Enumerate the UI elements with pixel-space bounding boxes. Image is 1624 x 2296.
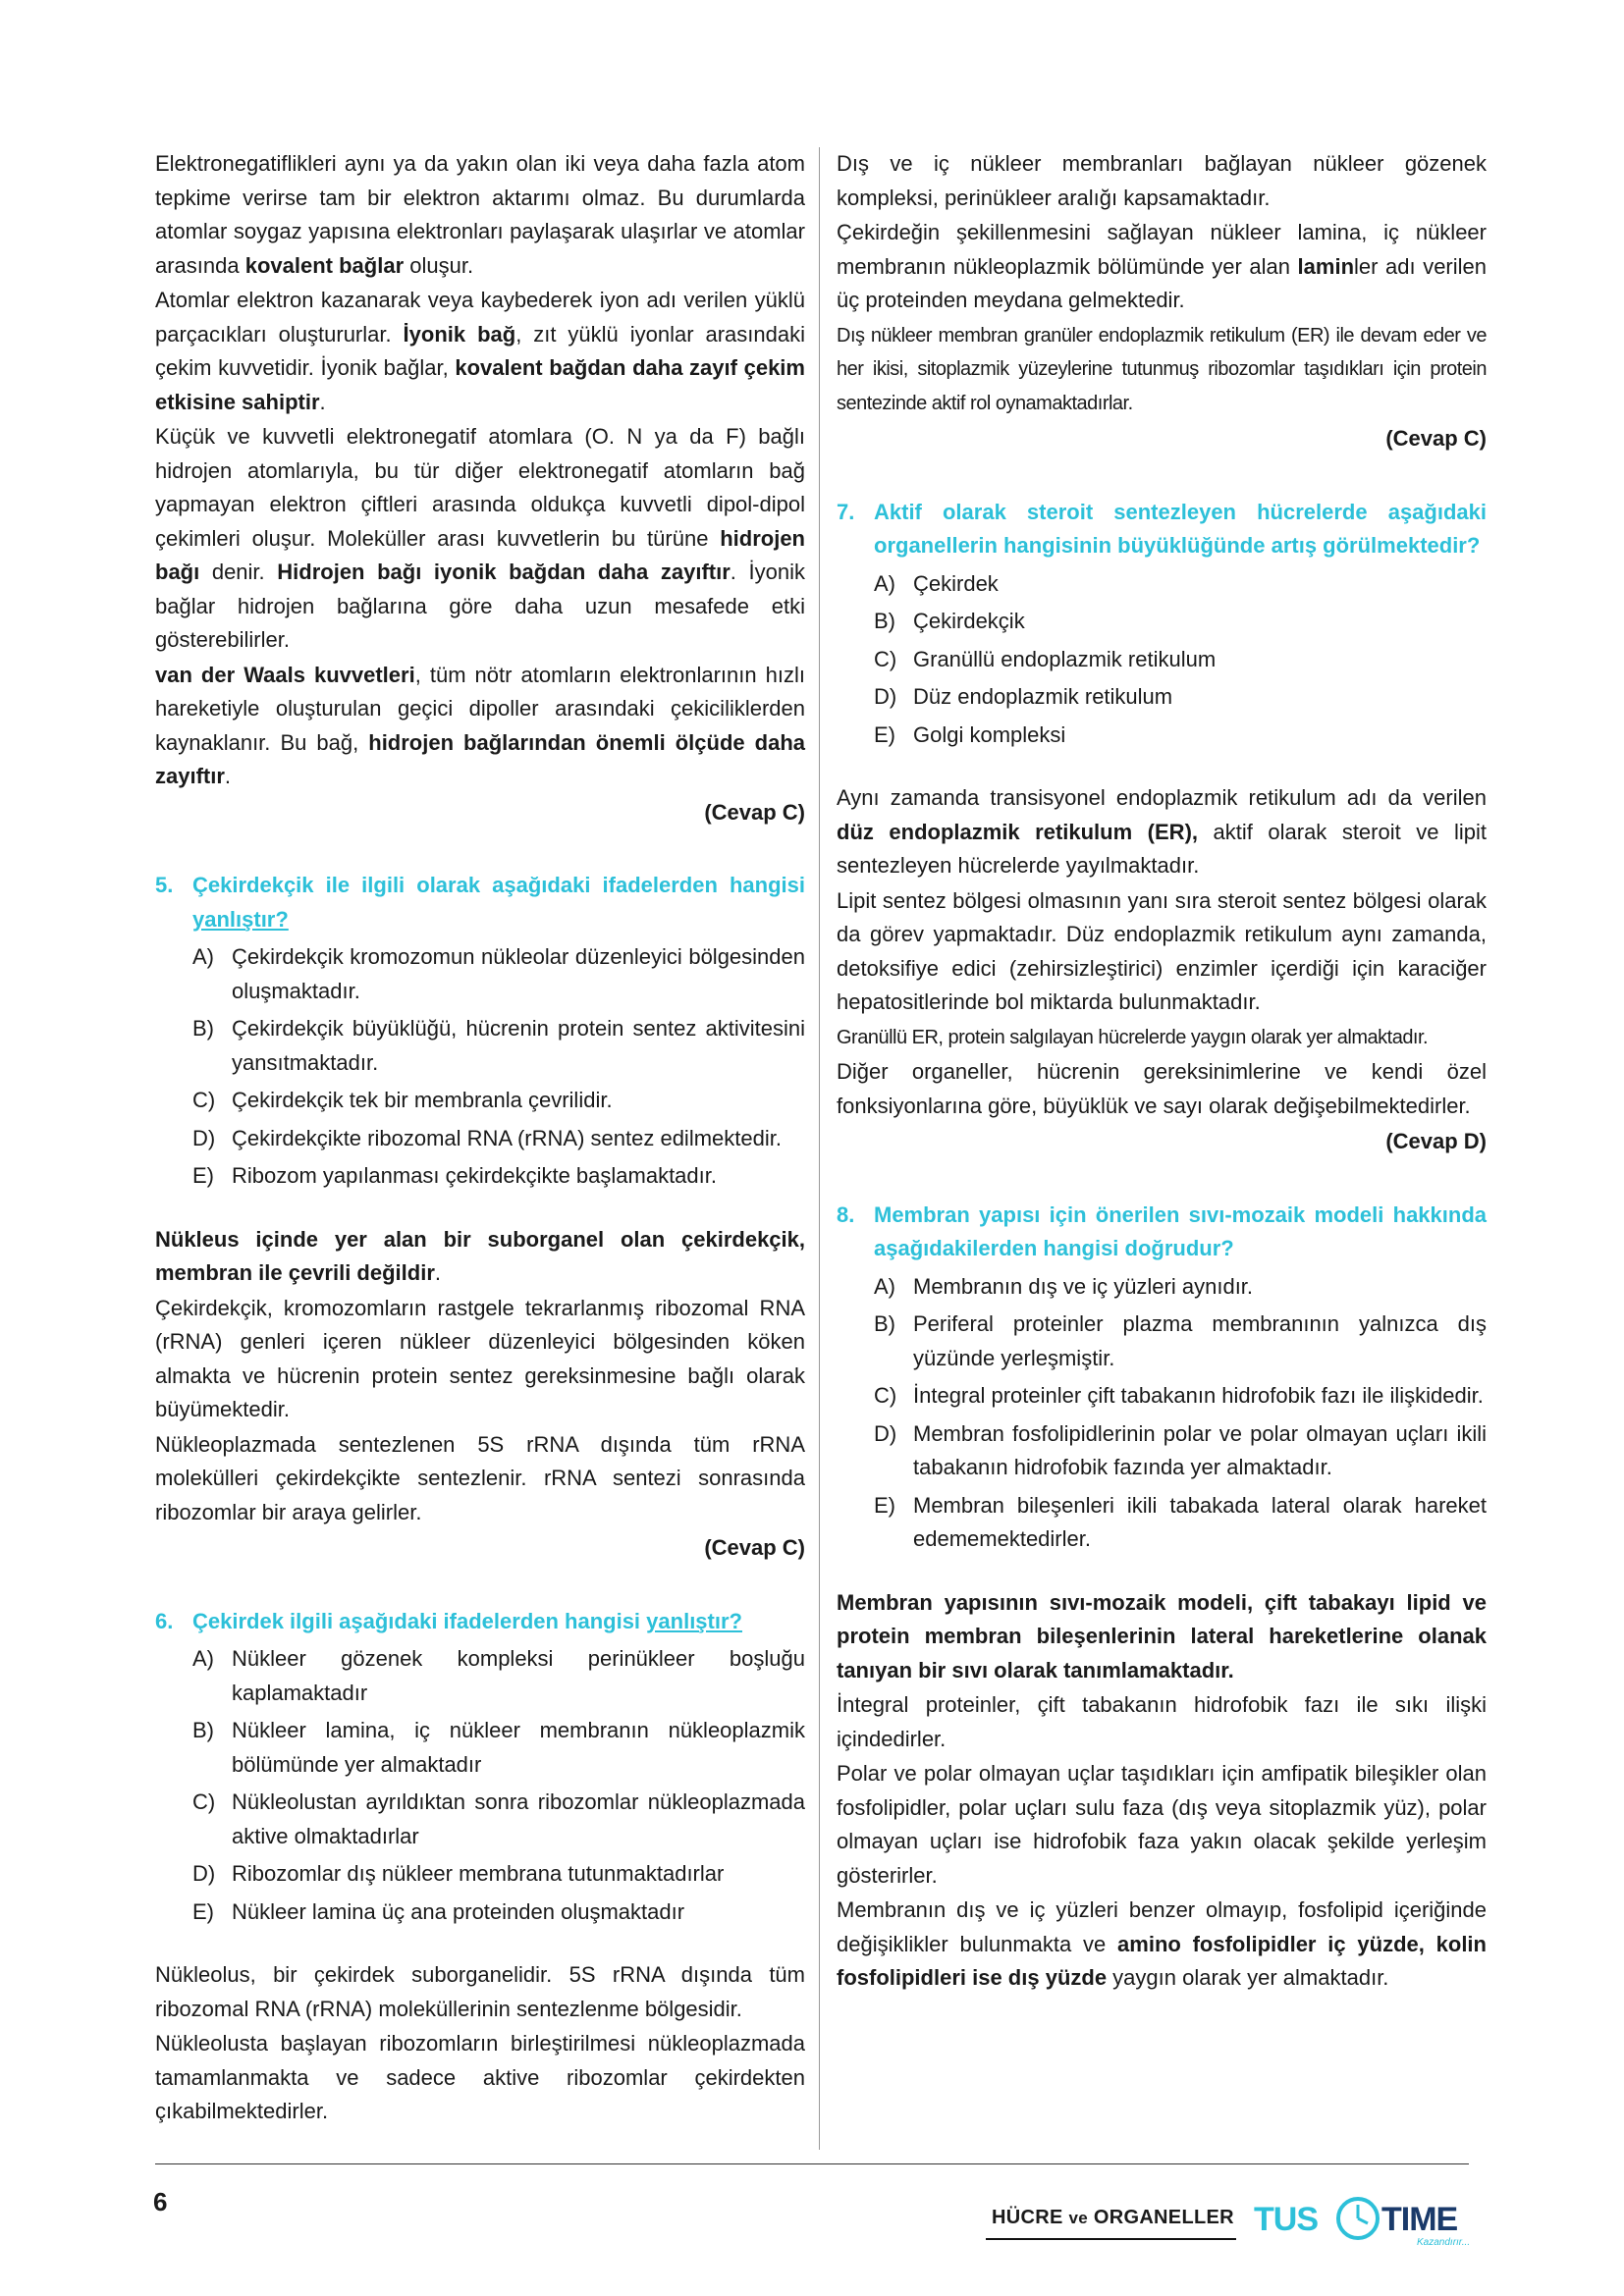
text-run: . İyonik bağlar hidrojen bağlarına göre daha uzun mesafede etki gösterebilirler.	[155, 560, 805, 652]
chapter-title-main: HÜCRE	[992, 2207, 1063, 2228]
option-item	[874, 1308, 1487, 1375]
underlined-text: yanlıştır?	[646, 1608, 742, 1633]
paragraph: Nükleolusta başlayan ribozomların birleştirilmesi nükleoplazmada tamamlanmakta ve sadece aktive ribozomlar çekirdekten çıkabilmektedirler.	[155, 2031, 805, 2123]
option-text: Çekirdekçik tek bir membranla çevrilidir.	[232, 1088, 613, 1112]
text-run: aktif olarak steroit ve lipit sentezleyen hücrelerde yayılmaktadır.	[837, 819, 1488, 878]
logo-tagline: Kazandırır...	[1417, 2237, 1471, 2248]
paragraph	[837, 781, 1487, 883]
option-item	[192, 1084, 805, 1118]
option-letter: C)	[192, 1789, 216, 1814]
option-text: Çekirdekçikte ribozomal RNA (rRNA) sentez edilmektedir.	[232, 1125, 782, 1150]
option-letter: C)	[874, 1383, 897, 1408]
option-item	[192, 1642, 805, 1710]
option-letter: A)	[874, 1273, 895, 1299]
option-text: Çekirdek	[913, 570, 999, 596]
question-8	[837, 1199, 1487, 1266]
question-number: 7.	[837, 499, 855, 524]
question-number: 6.	[155, 1608, 174, 1633]
option-text: İntegral proteinler çift tabakanın hidrofobik fazı ile ilişkidedir.	[913, 1383, 1484, 1408]
option-letter: E)	[874, 1492, 895, 1518]
option-item	[874, 1489, 1487, 1557]
paragraph: Polar ve polar olmayan uçlar taşıdıkları için amfipatik bileşikler olan fosfolipidler, polar uçları sulu faza (dış veya sitoplazmik yüz), polar olmayan uçları ise hidrofobik faza yakın olacak şekilde yerleşim gösterirler.	[837, 1761, 1487, 1888]
text-run: Aktif olarak steroit sentezleyen hücrelerde aşağıdaki organellerin hangisinin büyüklüğünde artış görülmektedir?	[874, 499, 1487, 558]
option-letter: B)	[192, 1016, 214, 1041]
bold-text: kovalent bağdan daha zayıf çekim etkisine sahiptir	[155, 355, 805, 414]
text-run: Çekirdek ilgili aşağıdaki ifadelerden hangisi	[192, 1608, 647, 1633]
text-run: , zıt yüklü iyonlar arasındaki çekim kuvvetidir. İyonik bağlar,	[155, 321, 805, 380]
bold-text: düz endoplazmik retikulum (ER),	[837, 819, 1199, 844]
option-letter: A)	[192, 944, 214, 969]
text-run: Membranın dış ve iç yüzleri benzer olmayıp, fosfolipid içeriğinde değişiklikler bulunmakta ve	[837, 1897, 1487, 1956]
paragraph: Nükleolus, bir çekirdek suborganelidir. 5S rRNA dışında tüm ribozomal RNA (rRNA) moleküllerinin sentezlenme bölgesidir.	[155, 1962, 805, 2021]
option-letter: B)	[874, 609, 895, 633]
paragraph	[837, 1586, 1487, 1688]
bold-text: hidrojen bağı	[155, 525, 805, 584]
options-list	[192, 940, 805, 1194]
option-letter: E)	[192, 1163, 214, 1188]
question-text	[874, 496, 1487, 563]
option-text: Membran bileşenleri ikili tabakada lateral olarak hareket edememektedirler.	[913, 1492, 1487, 1551]
text-run: denir.	[199, 560, 278, 584]
bold-text: van der Waals kuvvetleri	[155, 662, 415, 687]
footer-rule	[155, 2163, 1469, 2164]
option-letter: A)	[874, 570, 895, 596]
paragraph: Diğer organeller, hücrenin gereksinimlerine ve kendi özel fonksiyonlarına göre, büyüklük ve sayı olarak değişebilmektedirler.	[837, 1059, 1487, 1118]
text-run: , tüm nötr atomların elektronlarının hızlı hareketiyle oluşturulan geçici dipoller arasındaki çekiciliklerden kaynaklanır. Bu bağ,	[155, 662, 805, 755]
page-number: 6	[153, 2187, 168, 2216]
option-letter: B)	[874, 1311, 895, 1336]
paragraph: Nükleoplazmada sentezlenen 5S rRNA dışında tüm rRNA molekülleri çekirdekçikte sentezlenir. rRNA sentezi sonrasında ribozomlar bir araya gelirler.	[155, 1431, 805, 1524]
option-letter: D)	[192, 1125, 216, 1150]
text-run: Atomlar elektron kazanarak veya kaybederek iyon adı verilen yüklü parçacıkları oluştururlar.	[155, 288, 805, 347]
option-item	[874, 643, 1487, 677]
paragraph	[155, 284, 805, 419]
question-text	[192, 869, 805, 936]
option-letter: E)	[874, 721, 895, 747]
left-column	[155, 147, 805, 2130]
logo-text-left: TUS	[1254, 2201, 1318, 2238]
answer-label: (Cevap C)	[704, 799, 805, 825]
option-text: Nükleer lamina, iç nükleer membranın nükleoplazmik bölümünde yer almaktadır	[232, 1718, 805, 1777]
paragraph	[155, 147, 805, 283]
column-divider	[819, 147, 820, 2150]
bold-text: Membran yapısının sıvı-mozaik modeli, çift tabakayı lipid ve protein membran bileşenlerinin lateral hareketlerine olanak tanıyan bir sıvı olarak tanımlamaktadır.	[837, 1589, 1487, 1682]
option-item	[874, 1379, 1487, 1414]
text-run: Membran yapısı için önerilen sıvı-mozaik modeli hakkında aşağıdakilerden hangisi doğrudur?	[874, 1201, 1487, 1260]
text-run: .	[224, 764, 232, 788]
bold-text: İyonik bağ	[403, 321, 516, 347]
option-text: Ribozomlar dış nükleer membrana tutunmaktadırlar	[232, 1861, 725, 1886]
option-letter: D)	[192, 1861, 216, 1886]
clock-hand	[1358, 2218, 1368, 2223]
paragraph: Granüllü ER, protein salgılayan hücrelerde yaygın olarak yer almaktadır.	[837, 1026, 1429, 1048]
option-item	[874, 719, 1487, 753]
logo-text-right: TIME	[1381, 2201, 1458, 2238]
option-text: Golgi kompleksi	[913, 721, 1066, 747]
option-letter: C)	[874, 646, 897, 671]
option-text: Çekirdekçik kromozomun nükleolar düzenleyici bölgesinden oluşmaktadır.	[232, 944, 805, 1003]
answer-label: (Cevap D)	[1385, 1129, 1487, 1153]
underlined-text: yanlıştır?	[192, 906, 289, 932]
chapter-title	[992, 2207, 1234, 2229]
option-item	[192, 1122, 805, 1156]
chapter-title-ve: ve	[1068, 2209, 1088, 2227]
paragraph: Dış ve iç nükleer membranları bağlayan nükleer gözenek kompleksi, perinükleer aralığı kapsamaktadır.	[837, 151, 1487, 210]
option-item	[192, 1159, 805, 1194]
option-letter: C)	[192, 1088, 216, 1112]
question-6	[155, 1605, 805, 1639]
text-run: Elektronegatiflikleri aynı ya da yakın olan iki veya daha fazla atom tepkime verirse tam bir elektron aktarımı olmaz. Bu durumlarda atomlar soygaz yapısına elektronları paylaşarak ulaşırlar ve atomlar arasında	[155, 151, 805, 278]
option-item	[874, 605, 1487, 639]
question-text	[874, 1199, 1487, 1266]
bold-text: Hidrojen bağı iyonik bağdan daha zayıftır	[277, 560, 731, 584]
paragraph	[837, 1894, 1487, 1996]
option-text: Nükleer gözenek kompleksi perinükleer boşluğu kaplamaktadır	[232, 1646, 805, 1705]
answer-label: (Cevap C)	[1385, 426, 1487, 451]
text-run: Çekirdeğin şekillenmesini sağlayan nükleer lamina, iç nükleer membranın nükleoplazmik bölümünde yer alan	[837, 220, 1487, 279]
paragraph: İntegral proteinler, çift tabakanın hidrofobik fazı ile sıkı ilişki içindedirler.	[837, 1692, 1487, 1751]
paragraph	[837, 216, 1487, 318]
chapter-underline	[986, 2238, 1236, 2240]
bold-text: amino fosfolipidler iç yüzde, kolin fosfolipidleri ise dış yüzde	[837, 1931, 1487, 1990]
option-item	[192, 940, 805, 1008]
option-letter: D)	[874, 1420, 897, 1446]
option-letter: B)	[192, 1718, 214, 1742]
text-run: Küçük ve kuvvetli elektronegatif atomlara (O. N ya da F) bağlı hidrojen atomlarıyla, bu tür diğer elektronegatif atomların bağ yapmayan elektron çiftleri arasında oldukça kuvvetli dipol-dipol çekimleri oluşur. Moleküller arası kuvvetlerin bu türüne	[155, 424, 805, 551]
paragraph: Lipit sentez bölgesi olmasının yanı sıra steroit sentez bölgesi olarak da görev yapmaktadır. Düz endoplazmik retikulum aynı zamanda, detoksifiye edici (zehirsizleştirici) enzimler içerdiği için karaciğer hepatositlerinde bol miktarda bulunmaktadır.	[837, 887, 1487, 1014]
option-item	[874, 567, 1487, 602]
paragraph	[155, 420, 805, 658]
option-letter: D)	[874, 684, 897, 709]
option-text: Membran fosfolipidlerinin polar ve polar olmayan uçları ikili tabakanın hidrofobik fazında yer almaktadır.	[913, 1420, 1487, 1479]
option-text: Çekirdekçik	[913, 609, 1025, 633]
text-run: Çekirdekçik ile ilgili olarak aşağıdaki ifadelerden hangisi	[192, 873, 805, 897]
answer-label: (Cevap C)	[704, 1535, 805, 1560]
bold-text: Nükleus içinde yer alan bir suborganel olan çekirdekçik, membran ile çevrili değildir	[155, 1226, 805, 1285]
chapter-title-end: ORGANELLER	[1093, 2207, 1234, 2228]
bold-text: lamin	[1297, 253, 1355, 279]
option-item	[192, 1714, 805, 1782]
tustime-logo	[1252, 2191, 1488, 2250]
paragraph	[155, 659, 805, 794]
question-7	[837, 496, 1487, 563]
option-text: Düz endoplazmik retikulum	[913, 684, 1173, 709]
text-run: oluşur.	[404, 252, 474, 278]
option-text: Granüllü endoplazmik retikulum	[913, 646, 1217, 671]
option-item	[192, 1012, 805, 1080]
option-item	[874, 1417, 1487, 1485]
option-letter: A)	[192, 1646, 214, 1671]
bold-text: kovalent bağlar	[244, 252, 405, 278]
text-run: ler adı verilen üç proteinden meydana gelmektedir.	[837, 253, 1487, 312]
option-text: Çekirdekçik büyüklüğü, hücrenin protein sentez aktivitesini yansıtmaktadır.	[232, 1016, 805, 1075]
option-item	[192, 1857, 805, 1892]
right-column	[837, 147, 1487, 1997]
bold-text: hidrojen bağlarından önemli ölçüde daha zayıftır	[155, 729, 806, 788]
text-run: Aynı zamanda transisyonel endoplazmik retikulum adı da verilen	[837, 785, 1487, 810]
option-letter: E)	[192, 1898, 214, 1924]
option-text: Nükleer lamina üç ana proteinden oluşmaktadır	[232, 1898, 685, 1924]
paragraph: Dış nükleer membran granüler endoplazmik retikulum (ER) ile devam eder ve her ikisi, sitoplazmik yüzeylerine tutunmuş ribozomlar taşıdıkları için protein sentezinde aktif rol oynamaktadırlar.	[837, 324, 1487, 414]
option-text: Periferal proteinler plazma membranının yalnızca dış yüzünde yerleşmiştir.	[913, 1311, 1487, 1370]
options-list	[874, 1270, 1487, 1557]
option-item	[874, 680, 1487, 715]
options-list	[874, 567, 1487, 753]
question-number: 5.	[155, 873, 174, 897]
text-run: .	[319, 389, 326, 414]
paragraph: Çekirdekçik, kromozomların rastgele tekrarlanmış ribozomal RNA (rRNA) genleri içeren nükleer düzenleyici bölgesinden köken almakta ve hücrenin protein sentez gereksinmesine bağlı olarak büyümektedir.	[155, 1295, 805, 1421]
question-5	[155, 869, 805, 936]
option-item	[192, 1786, 805, 1853]
question-text	[192, 1605, 805, 1639]
option-text: Membranın dış ve iç yüzleri aynıdır.	[913, 1273, 1254, 1299]
question-number: 8.	[837, 1201, 855, 1227]
text-run: .	[434, 1260, 442, 1285]
option-text: Nükleolustan ayrıldıktan sonra ribozomlar nükleoplazmada aktive olmaktadırlar	[232, 1789, 805, 1848]
option-text: Ribozom yapılanması çekirdekçikte başlamaktadır.	[232, 1163, 717, 1188]
options-list	[192, 1642, 805, 1929]
option-item	[874, 1270, 1487, 1305]
option-item	[192, 1896, 805, 1930]
paragraph	[155, 1223, 805, 1291]
text-run: yaygın olarak yer almaktadır.	[1107, 1965, 1389, 1990]
